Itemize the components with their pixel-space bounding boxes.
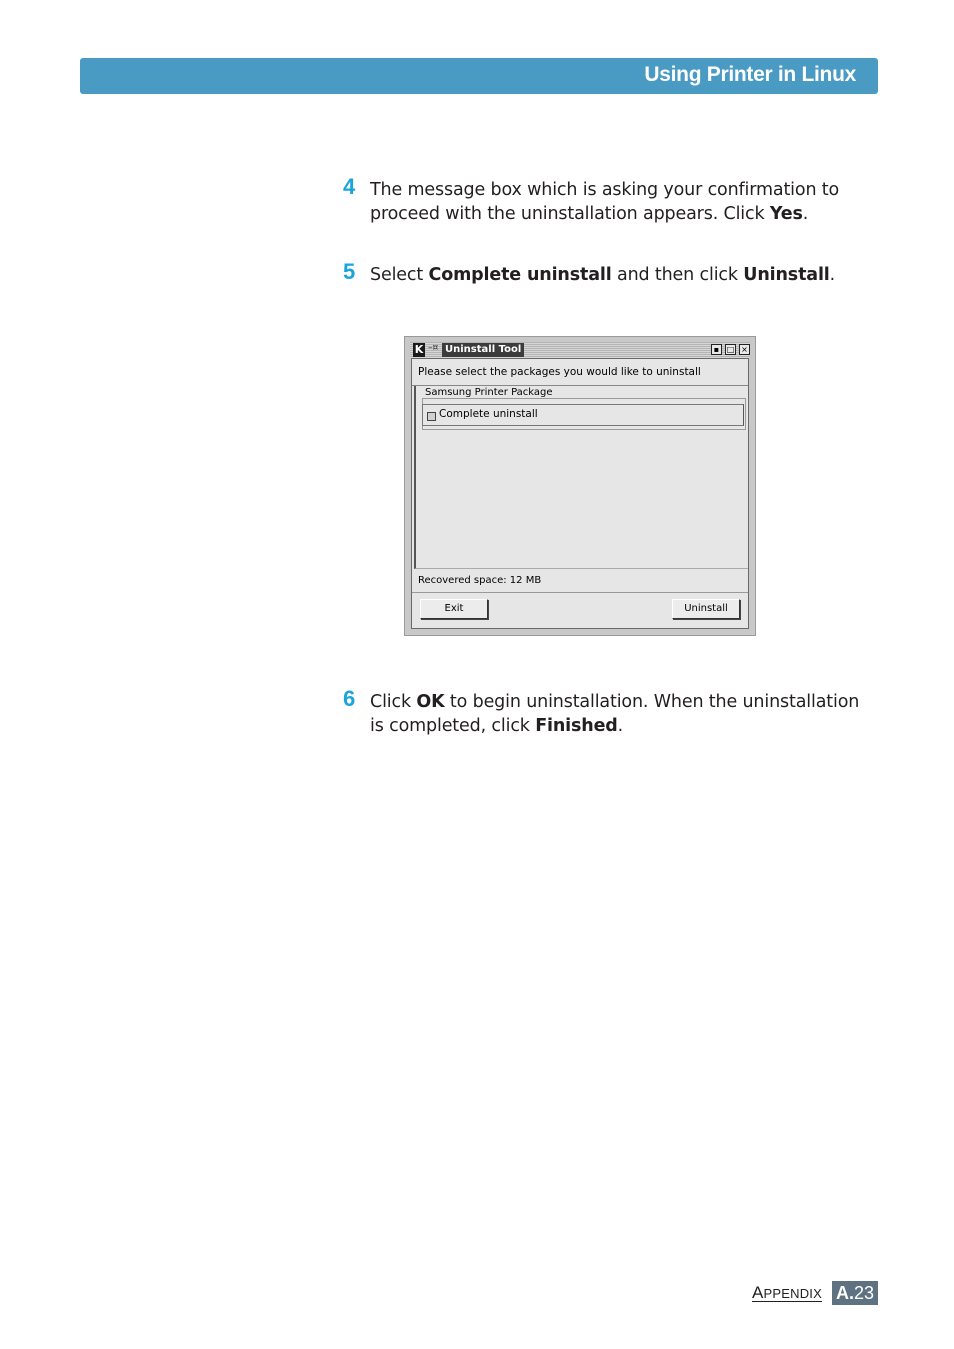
pin-icon[interactable]: –¤ [428,343,439,353]
step-4 [343,174,873,226]
step-number: 6 [343,686,356,711]
dialog-body [411,358,749,629]
recovered-space: Recovered space: 12 MB [418,575,542,586]
k-menu-icon[interactable]: K [414,343,424,356]
package-list [414,386,748,569]
uninstall-button[interactable]: Uninstall [672,599,740,619]
complete-uninstall-option[interactable] [422,404,744,426]
divider [412,592,748,593]
step-5 [343,259,873,287]
step-number: 5 [343,259,356,284]
window-titlebar[interactable] [410,342,750,358]
step-text: Select Complete uninstall and then click Uninstall. [370,265,836,285]
page-number: A.23 [832,1281,878,1305]
uninstall-tool-window [404,336,756,636]
page-title: Using Printer in Linux [644,63,856,86]
complete-uninstall-checkbox[interactable] [427,412,436,421]
minimize-icon[interactable]: ▪ [711,344,722,355]
exit-button[interactable]: Exit [420,599,488,619]
complete-uninstall-label: Complete uninstall [439,408,538,420]
maximize-icon[interactable]: □ [726,345,735,354]
close-icon[interactable]: × [739,344,750,355]
step-text: The message box which is asking your confirmation to proceed with the uninstallation appears. Click Yes. [370,180,840,224]
dialog-prompt: Please select the packages you would like to uninstall [418,366,701,378]
step-text: Click OK to begin uninstallation. When the uninstallation is completed, click Finished. [370,692,860,736]
step-6 [343,686,873,738]
window-title: Uninstall Tool [442,343,524,357]
step-number: 4 [343,174,356,199]
package-group-label: Samsung Printer Package [425,387,553,398]
appendix-label: APPENDIX [751,1283,822,1302]
header-bar [80,58,878,94]
